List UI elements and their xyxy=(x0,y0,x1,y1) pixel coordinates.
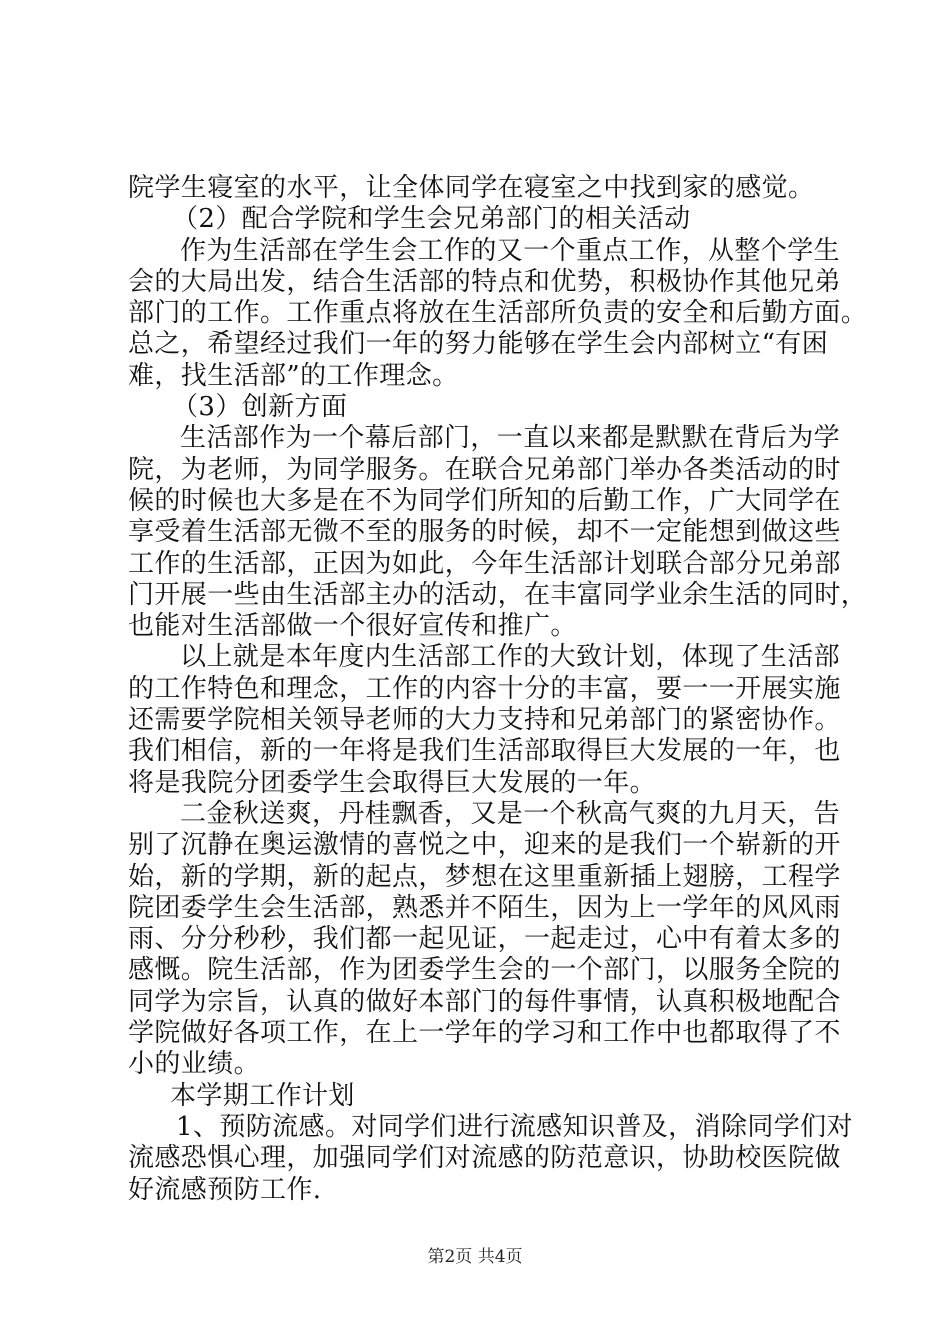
paragraph-line: 总之，希望经过我们一年的努力能够在学生会内部树立“有困 xyxy=(128,329,829,360)
paragraph-line: 二金秋送爽，丹桂飘香，又是一个秋高气爽的九月天，告 xyxy=(180,798,841,829)
paragraph-line: 难，找生活部”的工作理念。 xyxy=(128,360,459,391)
paragraph-line: 工作的生活部，正因为如此，今年生活部计划联合部分兄弟部 xyxy=(128,548,841,579)
paragraph-line: 雨、分分秒秒，我们都一起见证，一起走过，心中有着太多的 xyxy=(128,924,841,955)
document-body xyxy=(128,173,868,1206)
paragraph-line: 小的业绩。 xyxy=(128,1049,261,1080)
paragraph-line: 我们相信，新的一年将是我们生活部取得巨大发展的一年，也 xyxy=(128,736,841,767)
paragraph-line: 好流感预防工作. xyxy=(128,1174,322,1205)
paragraph-line: 作为生活部在学生会工作的又一个重点工作，从整个学生 xyxy=(180,235,841,266)
paragraph-line: 会的大局出发，结合生活部的特点和优势，积极协作其他兄弟 xyxy=(128,266,841,297)
paragraph-line: 也能对生活部做一个很好宣传和推广。 xyxy=(128,611,577,642)
paragraph-line: 流感恐惧心理，加强同学们对流感的防范意识，协助校医院做 xyxy=(128,1143,841,1174)
paragraph-line: 部门的工作。工作重点将放在生活部所负责的安全和后勤方面。 xyxy=(128,298,868,329)
paragraph-line: 门开展一些由生活部主办的活动，在丰富同学业余生活的同时， xyxy=(128,579,868,610)
paragraph-line: 将是我院分团委学生会取得巨大发展的一年。 xyxy=(128,767,657,798)
paragraph-line: 生活部作为一个幕后部门，一直以来都是默默在背后为学 xyxy=(180,423,841,454)
paragraph-line: 候的时候也大多是在不为同学们所知的后勤工作，广大同学在 xyxy=(128,485,841,516)
paragraph-line: 别了沉静在奥运激情的喜悦之中，迎来的是我们一个崭新的开 xyxy=(128,830,841,861)
section-heading: 本学期工作计划 xyxy=(170,1080,355,1111)
paragraph-line: 享受着生活部无微不至的服务的时候，却不一定能想到做这些 xyxy=(128,517,841,548)
paragraph-line: 始，新的学期，新的起点，梦想在这里重新插上翅膀，工程学 xyxy=(128,861,841,892)
paragraph-line: 学院做好各项工作，在上一学年的学习和工作中也都取得了不 xyxy=(128,1018,841,1049)
paragraph-line: 院学生寝室的水平，让全体同学在寝室之中找到家的感觉。 xyxy=(128,173,815,203)
paragraph-line: 感慨。院生活部，作为团委学生会的一个部门，以服务全院的 xyxy=(128,955,841,986)
paragraph-line: 同学为宗旨，认真的做好本部门的每件事情，认真积极地配合 xyxy=(128,986,841,1017)
paragraph-line: 以上就是本年度内生活部工作的大致计划，体现了生活部 xyxy=(180,642,841,673)
paragraph-line: 的工作特色和理念，工作的内容十分的丰富，要一一开展实施 xyxy=(128,673,841,704)
paragraph-line: 院团委学生会生活部，熟悉并不陌生，因为上一学年的风风雨 xyxy=(128,892,841,923)
paragraph-line: 还需要学院相关领导老师的大力支持和兄弟部门的紧密协作。 xyxy=(128,705,841,736)
section-heading: （3）创新方面 xyxy=(172,392,348,423)
paragraph-line: 1、预防流感。对同学们进行流感知识普及，消除同学们对 xyxy=(176,1111,853,1142)
page-number: 第2页 共4页 xyxy=(427,1247,523,1267)
paragraph-line: 院，为老师，为同学服务。在联合兄弟部门举办各类活动的时 xyxy=(128,454,841,485)
section-heading: （2）配合学院和学生会兄弟部门的相关活动 xyxy=(172,204,691,235)
